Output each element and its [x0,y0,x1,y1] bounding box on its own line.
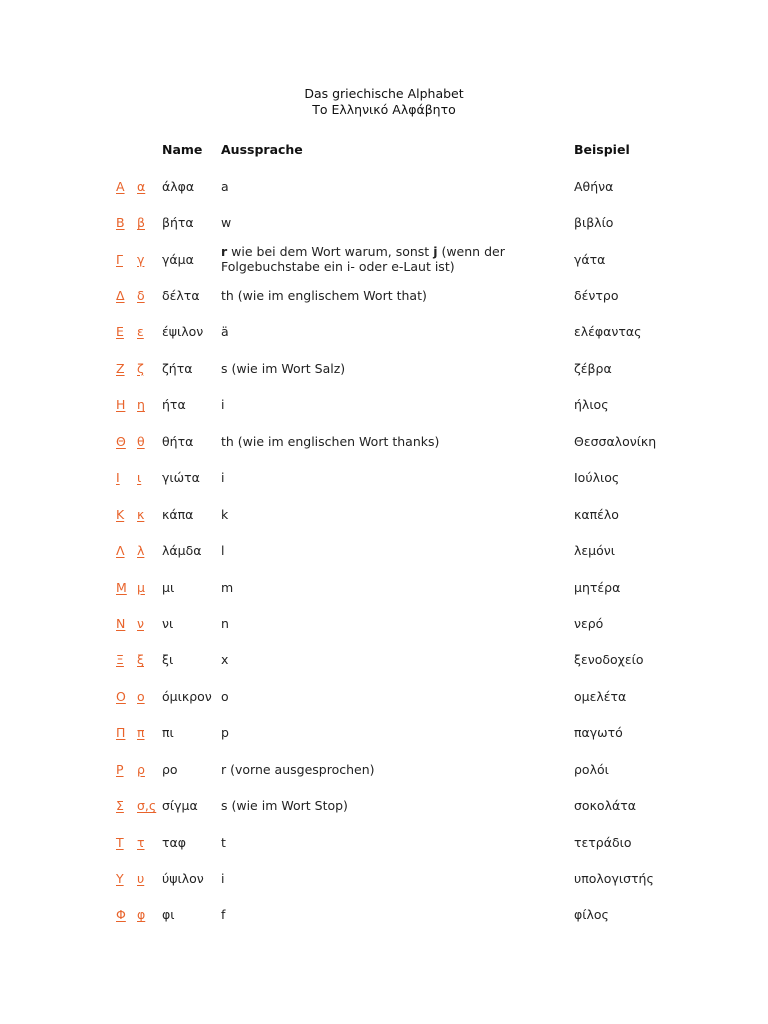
title-greek: Το Ελληνικό Αλφάβητο [312,101,456,117]
lowercase-letter-link[interactable]: ξ [137,652,144,668]
uppercase-letter-link[interactable]: Μ [116,579,127,595]
letter-example: καπέλο [574,506,619,522]
lowercase-letter-link[interactable]: λ [137,543,145,559]
lowercase-letter-link[interactable]: υ [137,871,145,887]
letter-example: γάτα [574,251,606,267]
letter-name: ξι [162,652,174,668]
letter-name: ζήτα [162,360,193,376]
letter-name: δέλτα [162,288,200,304]
letter-example: φίλος [574,907,609,923]
uppercase-letter-link[interactable]: Η [116,397,126,413]
letter-pronunciation: i [221,871,225,887]
letter-example: λεμόνι [574,543,615,559]
uppercase-letter-link[interactable]: Γ [116,251,123,267]
uppercase-letter-link[interactable]: Ρ [116,761,124,777]
letter-pronunciation: x [221,652,229,668]
letter-row [0,387,768,423]
letter-row [0,605,768,641]
uppercase-letter-link[interactable]: Ξ [116,652,124,668]
uppercase-letter-link[interactable]: Ο [116,688,126,704]
letter-row [0,496,768,532]
letter-name: κάπα [162,506,194,522]
letter-row [0,314,768,350]
letter-row [0,751,768,787]
letter-name: έψιλον [162,324,204,340]
letter-name: άλφα [162,178,195,194]
title-german: Das griechische Alphabet [304,86,464,101]
letter-row [0,642,768,678]
letter-name: φι [162,907,175,923]
letter-example: δέντρο [574,288,619,304]
uppercase-letter-link[interactable]: Σ [116,798,124,814]
lowercase-letter-link[interactable]: α [137,178,146,194]
letter-example: σοκολάτα [574,798,636,814]
uppercase-letter-link[interactable]: Λ [116,543,125,559]
letter-pronunciation: ä [221,324,229,340]
letter-example: βιβλίο [574,215,614,231]
lowercase-letter-link[interactable]: ι [137,470,142,486]
letter-row [0,241,768,277]
uppercase-letter-link[interactable]: Υ [116,871,124,887]
letter-example: Ιούλιος [574,470,620,486]
letter-pronunciation: m [221,579,234,595]
lowercase-letter-link[interactable]: ο [137,688,145,704]
header-example: Beispiel [574,142,630,157]
letter-name: λάμδα [162,543,202,559]
lowercase-letter-link[interactable]: φ [137,907,146,923]
letter-example: ομελέτα [574,688,627,704]
letter-pronunciation: n [221,615,229,631]
uppercase-letter-link[interactable]: Β [116,215,125,231]
lowercase-letter-link[interactable]: σ,ς [137,798,157,814]
letter-name: γιώτα [162,470,200,486]
letter-row [0,569,768,605]
letter-pronunciation: f [221,907,226,923]
letter-pronunciation [221,241,541,277]
lowercase-letter-link[interactable]: ν [137,615,144,631]
letter-pronunciation: l [221,543,225,559]
letter-row [0,423,768,459]
uppercase-letter-link[interactable]: Ι [116,470,120,486]
letter-row [0,460,768,496]
letter-row [0,860,768,896]
letter-name: νι [162,615,174,631]
uppercase-letter-link[interactable]: Ζ [116,360,125,376]
letter-name: μι [162,579,175,595]
lowercase-letter-link[interactable]: ε [137,324,144,340]
uppercase-letter-link[interactable]: Θ [116,433,126,449]
lowercase-letter-link[interactable]: η [137,397,145,413]
letter-example: νερό [574,615,604,631]
letter-example: Θεσσαλονίκη [574,433,657,449]
letter-example: Αθήνα [574,178,614,194]
alphabet-table [0,168,768,933]
letter-name: θήτα [162,433,194,449]
letter-pronunciation: s (wie im Wort Stop) [221,798,348,814]
letter-pronunciation: th (wie im englischen Wort thanks) [221,433,440,449]
letter-example: παγωτό [574,725,623,741]
letter-pronunciation: p [221,725,229,741]
letter-row [0,168,768,204]
lowercase-letter-link[interactable]: τ [137,834,145,850]
letter-pronunciation: i [221,470,225,486]
letter-name: βήτα [162,215,194,231]
uppercase-letter-link[interactable]: Ν [116,615,126,631]
header-pronunciation: Aussprache [221,142,303,157]
letter-row [0,897,768,933]
letter-row [0,715,768,751]
uppercase-letter-link[interactable]: Δ [116,288,125,304]
document-title [0,86,768,117]
letter-example: υπολογιστής [574,871,654,887]
letter-name: ρο [162,761,178,777]
uppercase-letter-link[interactable]: Κ [116,506,125,522]
lowercase-letter-link[interactable]: μ [137,579,145,595]
letter-name: ύψιλον [162,871,204,887]
lowercase-letter-link[interactable]: κ [137,506,145,522]
letter-pronunciation: th (wie im englischem Wort that) [221,288,427,304]
uppercase-letter-link[interactable]: Π [116,725,126,741]
letter-row [0,787,768,823]
letter-name: ήτα [162,397,186,413]
letter-row [0,824,768,860]
lowercase-letter-link[interactable]: θ [137,433,145,449]
letter-name: πι [162,725,174,741]
letter-example: τετράδιο [574,834,632,850]
header-name: Name [162,142,203,157]
letter-pronunciation: w [221,215,232,231]
letter-name: όμικρον [162,688,212,704]
uppercase-letter-link[interactable]: Τ [116,834,124,850]
letter-example: ρολόι [574,761,609,777]
letter-example: μητέρα [574,579,621,595]
lowercase-letter-link[interactable]: π [137,725,145,741]
lowercase-letter-link[interactable]: γ [137,251,145,267]
letter-pronunciation: s (wie im Wort Salz) [221,360,346,376]
letter-name: ταφ [162,834,187,850]
letter-row [0,204,768,240]
letter-row [0,532,768,568]
pronunciation-rich-text: r wie bei dem Wort warum, sonst j (wenn der Folgebuchstabe ein i- oder e-Laut ist) [221,244,505,275]
letter-example: ελέφαντας [574,324,642,340]
letter-pronunciation: r (vorne ausgesprochen) [221,761,375,777]
letter-pronunciation: t [221,834,226,850]
letter-example: ξενοδοχείο [574,652,644,668]
letter-row [0,350,768,386]
letter-pronunciation: i [221,397,225,413]
letter-name: σίγμα [162,798,198,814]
letter-row [0,277,768,313]
letter-example: ήλιος [574,397,609,413]
lowercase-letter-link[interactable]: ρ [137,761,145,777]
letter-pronunciation: a [221,178,229,194]
lowercase-letter-link[interactable]: β [137,215,145,231]
lowercase-letter-link[interactable]: ζ [137,360,144,376]
letter-example: ζέβρα [574,360,612,376]
letter-pronunciation: o [221,688,229,704]
letter-name: γάμα [162,251,194,267]
letter-row [0,678,768,714]
uppercase-letter-link[interactable]: Φ [116,907,126,923]
lowercase-letter-link[interactable]: δ [137,288,145,304]
uppercase-letter-link[interactable]: Α [116,178,125,194]
letter-pronunciation: k [221,506,229,522]
uppercase-letter-link[interactable]: Ε [116,324,124,340]
